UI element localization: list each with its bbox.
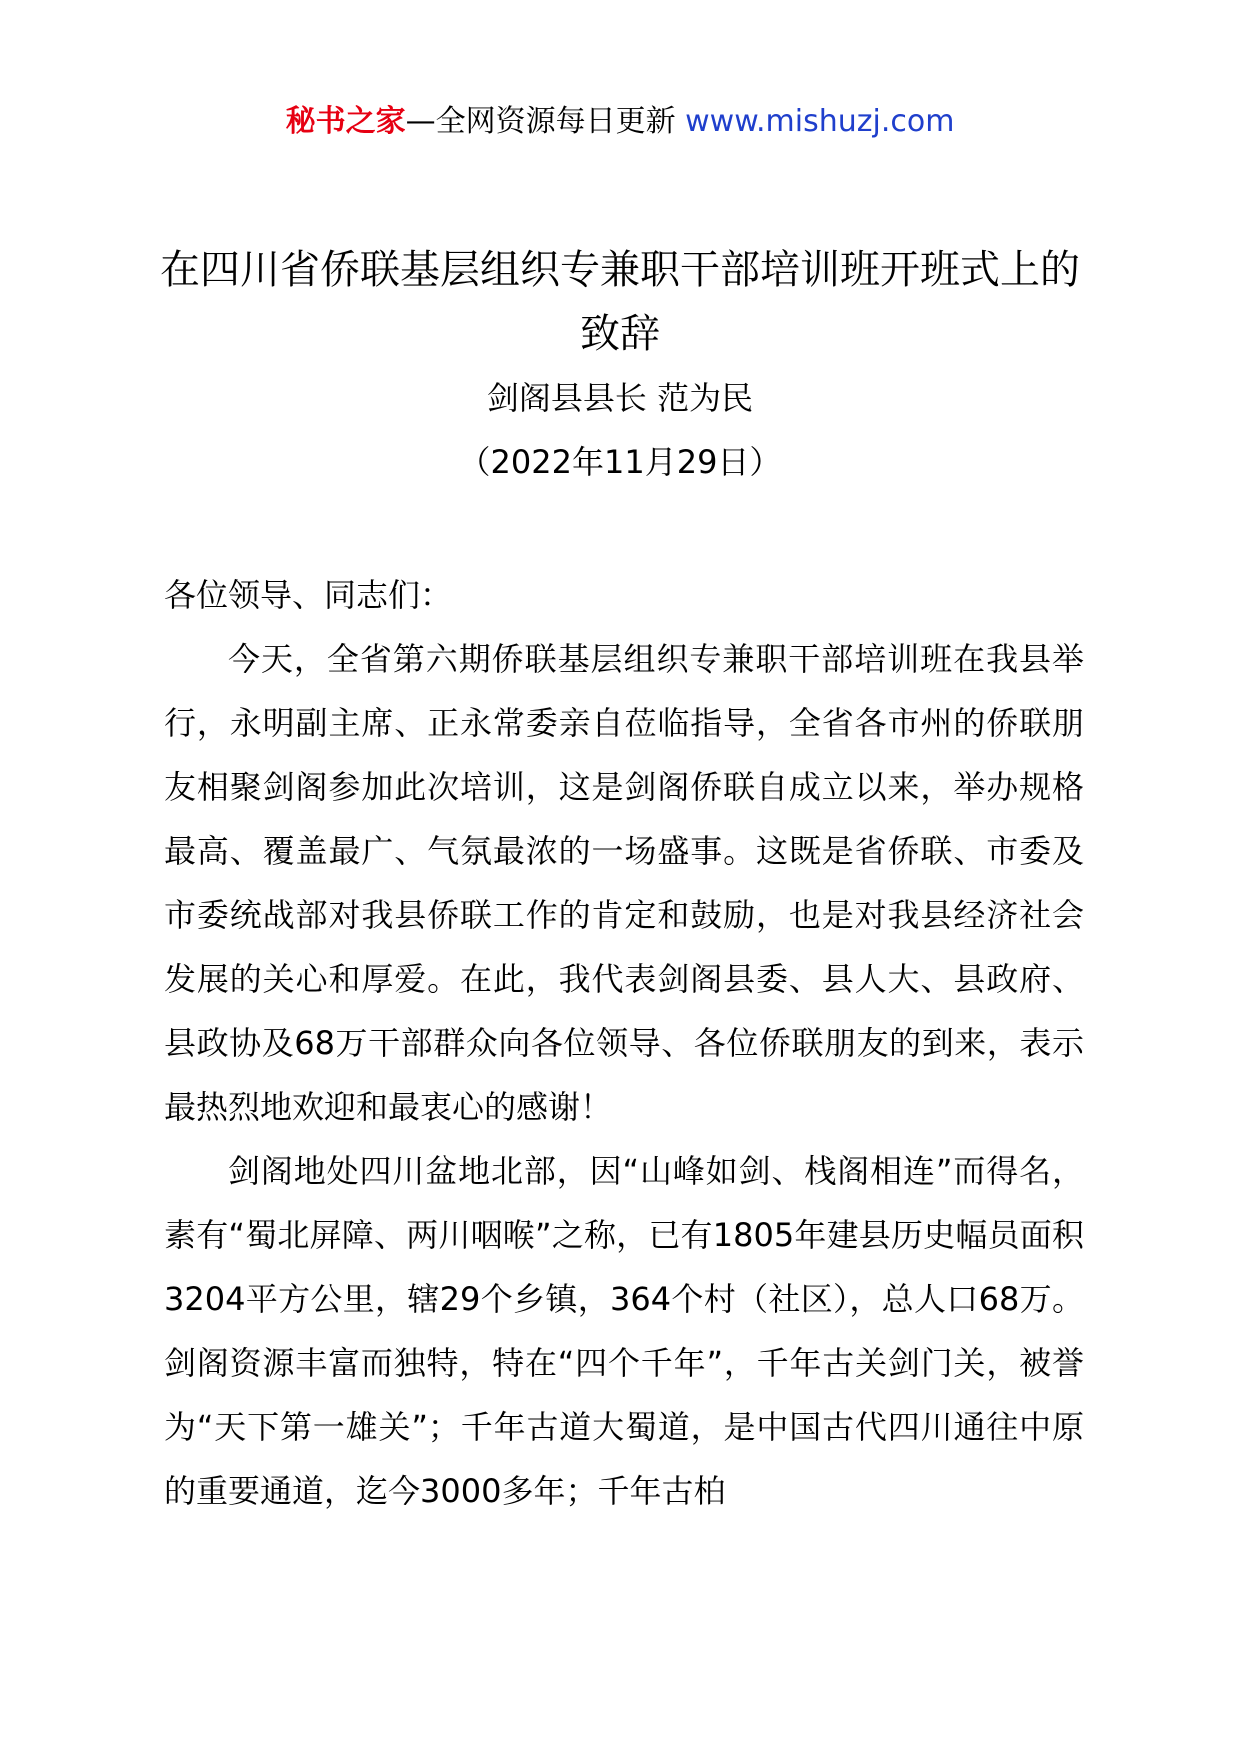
paragraph: 今天，全省第六期侨联基层组织专兼职干部培训班在我县举行，永明副主席、正永常委亲自莅临指导，全省各市州的侨联朋友相聚剑阁参加此次培训，这是剑阁侨联自成立以来，举办规格最高、覆盖最广、气氛最浓的一场盛事。这既是省侨联、市委及市委统战部对我县侨联工作的肯定和鼓励，也是对我县经济社会发展的关心和厚爱。在此，我代表剑阁县委、县人大、县政府、县政协及68万干部群众向各位领导、各位侨联朋友的到来，表示最热烈地欢迎和最衷心的感谢！ [164,640,1084,1126]
header-dash: — [405,104,436,139]
date-line: （2022年11月29日） [458,443,782,481]
brand-name: 秘书之家 [285,104,406,139]
site-header [0,100,1240,144]
header-slogan: 全网资源每日更新 [435,104,676,139]
paragraph: 剑阁地处四川盆地北部，因“山峰如剑、栈阁相连”而得名，素有“蜀北屏障、两川咽喉”之称，已有1805年建县历史幅员面积3204平方公里，辖29个乡镇，364个村（社区），总人口68万。剑阁资源丰富而独特，特在“四个千年”，千年古关剑门关，被誉为“天下第一雄关”；千年古道大蜀道，是中国古代四川通往中原的重要通道，迄今3000多年；千年古柏 [164,1152,1084,1510]
site-url-link[interactable]: www.mishuzj.com [685,104,955,139]
author-line: 剑阁县县长 范为民 [486,379,754,417]
salutation: 各位领导、同志们： [164,576,453,614]
document-body [164,563,1084,1523]
document-title: 在四川省侨联基层组织专兼职干部培训班开班式上的致辞 [160,247,1080,357]
